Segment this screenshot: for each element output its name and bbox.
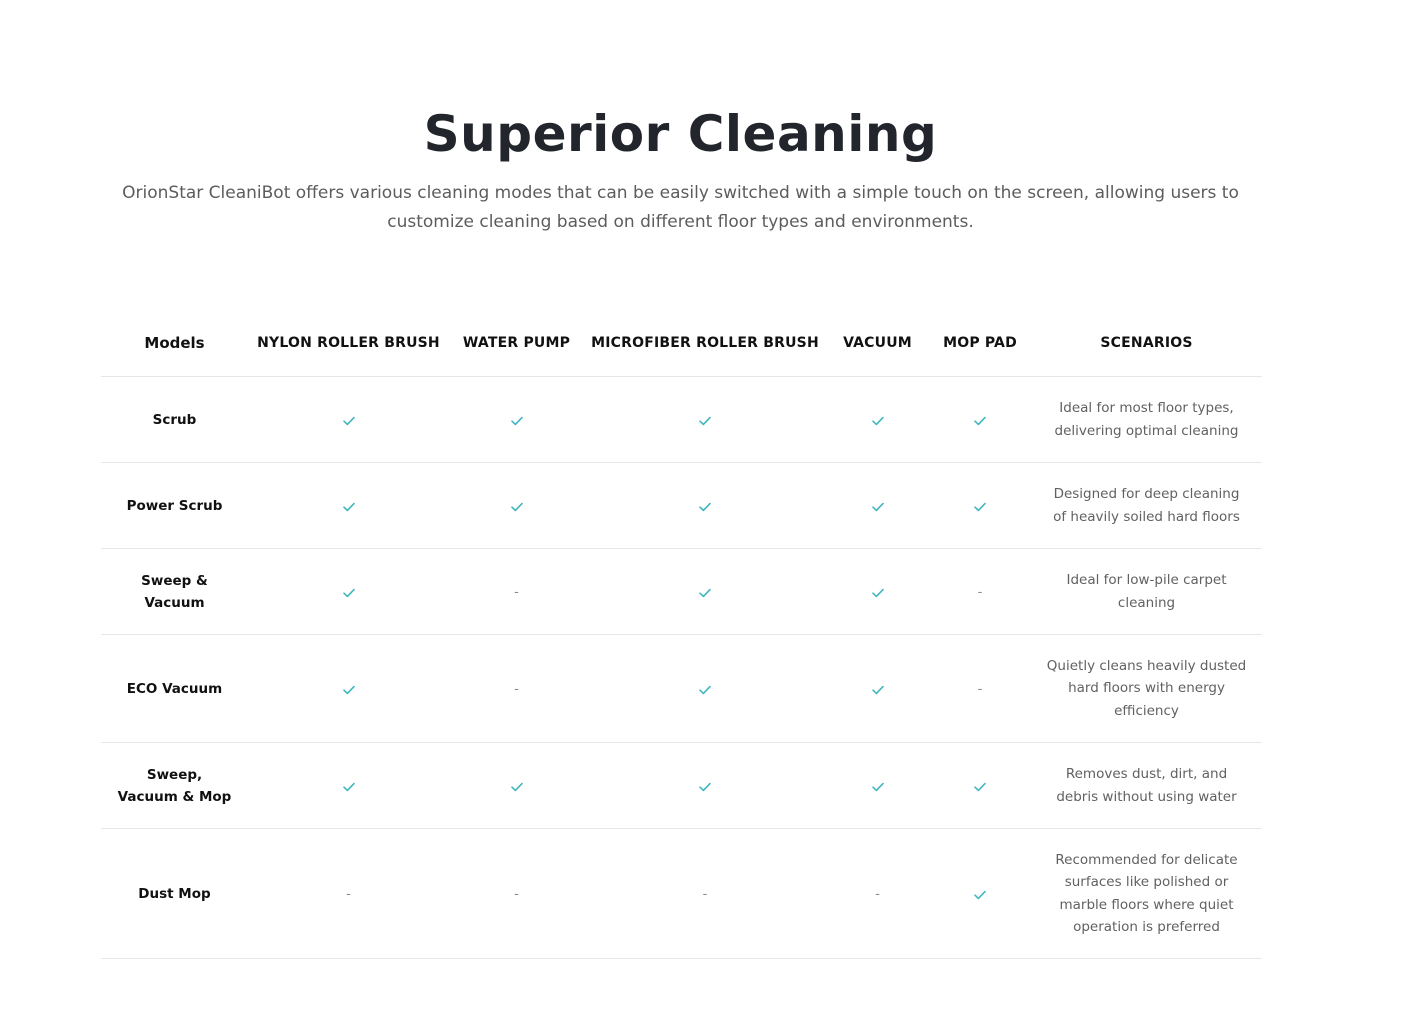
- cleaning-modes-table: [101, 310, 1262, 959]
- check-icon: [871, 684, 885, 696]
- model-cell: [101, 635, 248, 743]
- scenario-text: Recommended for delicate surfaces like polished or marble floors where quiet operation is preferred: [1055, 851, 1238, 935]
- scenario-cell: [1031, 635, 1262, 743]
- model-name: Scrub: [152, 411, 197, 428]
- scenario-cell: [1031, 377, 1262, 463]
- check-icon: [973, 415, 987, 427]
- check-icon: [973, 501, 987, 513]
- feature-cell-nylon-roller-brush: [248, 377, 449, 463]
- check-icon: [510, 501, 524, 513]
- check-icon: [871, 587, 885, 599]
- feature-cell-water-pump: [449, 463, 584, 549]
- table-row: [101, 829, 1262, 959]
- feature-cell-nylon-roller-brush: [248, 463, 449, 549]
- table-row: [101, 463, 1262, 549]
- scenario-text: Ideal for most floor types, delivering optimal cleaning: [1054, 400, 1239, 439]
- column-header-vacuum: VACUUM: [826, 310, 929, 377]
- feature-cell-mop-pad: [929, 463, 1031, 549]
- dash-icon: -: [514, 887, 519, 902]
- table-body: [101, 377, 1262, 959]
- table-header-row: [101, 310, 1262, 377]
- check-icon: [698, 587, 712, 599]
- check-icon: [698, 684, 712, 696]
- feature-cell-nylon-roller-brush: [248, 549, 449, 635]
- model-cell: [101, 829, 248, 959]
- check-icon: [342, 684, 356, 696]
- model-name: ECO Vacuum: [126, 680, 223, 697]
- model-cell: [101, 463, 248, 549]
- scenario-text: Removes dust, dirt, and debris without using water: [1056, 766, 1237, 805]
- dash-icon: -: [977, 682, 983, 697]
- feature-cell-water-pump: [449, 743, 584, 829]
- model-name: Sweep & Vacuum: [141, 572, 208, 611]
- page-title: Superior Cleaning: [423, 104, 938, 163]
- column-header-models: Models: [101, 310, 248, 377]
- feature-cell-vacuum: [826, 829, 929, 959]
- feature-cell-nylon-roller-brush: [248, 635, 449, 743]
- feature-cell-microfiber-roller-brush: [584, 829, 826, 959]
- scenario-cell: [1031, 549, 1262, 635]
- check-icon: [342, 415, 356, 427]
- check-icon: [871, 501, 885, 513]
- feature-cell-vacuum: [826, 463, 929, 549]
- column-header-water-pump: WATER PUMP: [449, 310, 584, 377]
- column-header-mop-pad: MOP PAD: [929, 310, 1031, 377]
- scenario-cell: [1031, 743, 1262, 829]
- column-header-microfiber-roller-brush: MICROFIBER ROLLER BRUSH: [584, 310, 826, 377]
- feature-cell-mop-pad: [929, 829, 1031, 959]
- model-cell: [101, 549, 248, 635]
- feature-cell-water-pump: [449, 549, 584, 635]
- feature-cell-mop-pad: [929, 743, 1031, 829]
- check-icon: [342, 501, 356, 513]
- check-icon: [510, 415, 524, 427]
- dash-icon: -: [977, 585, 983, 600]
- dash-icon: -: [514, 682, 519, 697]
- table-row: [101, 635, 1262, 743]
- table-row: [101, 377, 1262, 463]
- feature-cell-microfiber-roller-brush: [584, 463, 826, 549]
- feature-cell-microfiber-roller-brush: [584, 377, 826, 463]
- feature-cell-nylon-roller-brush: [248, 743, 449, 829]
- check-icon: [342, 781, 356, 793]
- dash-icon: -: [346, 887, 351, 902]
- column-header-nylon-roller-brush: NYLON ROLLER BRUSH: [248, 310, 449, 377]
- feature-cell-mop-pad: [929, 635, 1031, 743]
- dash-icon: -: [702, 887, 708, 902]
- feature-cell-vacuum: [826, 377, 929, 463]
- scenario-text: Ideal for low-pile carpet cleaning: [1066, 572, 1227, 611]
- feature-cell-microfiber-roller-brush: [584, 635, 826, 743]
- model-name: Dust Mop: [138, 885, 211, 902]
- check-icon: [973, 781, 987, 793]
- model-cell: [101, 743, 248, 829]
- model-cell: [101, 377, 248, 463]
- model-name: Power Scrub: [126, 497, 223, 514]
- check-icon: [342, 587, 356, 599]
- scenario-cell: [1031, 829, 1262, 959]
- scenario-text: Quietly cleans heavily dusted hard floors with energy efficiency: [1046, 657, 1247, 719]
- check-icon: [973, 889, 987, 901]
- feature-cell-vacuum: [826, 743, 929, 829]
- check-icon: [698, 501, 712, 513]
- column-header-scenarios: SCENARIOS: [1031, 310, 1262, 377]
- check-icon: [871, 781, 885, 793]
- check-icon: [698, 415, 712, 427]
- check-icon: [510, 781, 524, 793]
- feature-cell-water-pump: [449, 829, 584, 959]
- feature-cell-water-pump: [449, 377, 584, 463]
- page-description: OrionStar CleaniBot offers various cleaning modes that can be easily switched with a simple touch on the screen, allowing users to customize cleaning based on different floor types and environments.: [122, 183, 1239, 232]
- scenario-cell: [1031, 463, 1262, 549]
- feature-cell-nylon-roller-brush: [248, 829, 449, 959]
- feature-cell-water-pump: [449, 635, 584, 743]
- feature-cell-vacuum: [826, 549, 929, 635]
- dash-icon: -: [875, 887, 880, 902]
- dash-icon: -: [514, 585, 519, 600]
- feature-cell-vacuum: [826, 635, 929, 743]
- scenario-text: Designed for deep cleaning of heavily soiled hard floors: [1053, 486, 1240, 525]
- feature-cell-microfiber-roller-brush: [584, 549, 826, 635]
- feature-cell-mop-pad: [929, 549, 1031, 635]
- feature-cell-mop-pad: [929, 377, 1031, 463]
- feature-cell-microfiber-roller-brush: [584, 743, 826, 829]
- table-row: [101, 549, 1262, 635]
- model-name: Sweep, Vacuum & Mop: [117, 766, 232, 805]
- check-icon: [698, 781, 712, 793]
- check-icon: [871, 415, 885, 427]
- table-row: [101, 743, 1262, 829]
